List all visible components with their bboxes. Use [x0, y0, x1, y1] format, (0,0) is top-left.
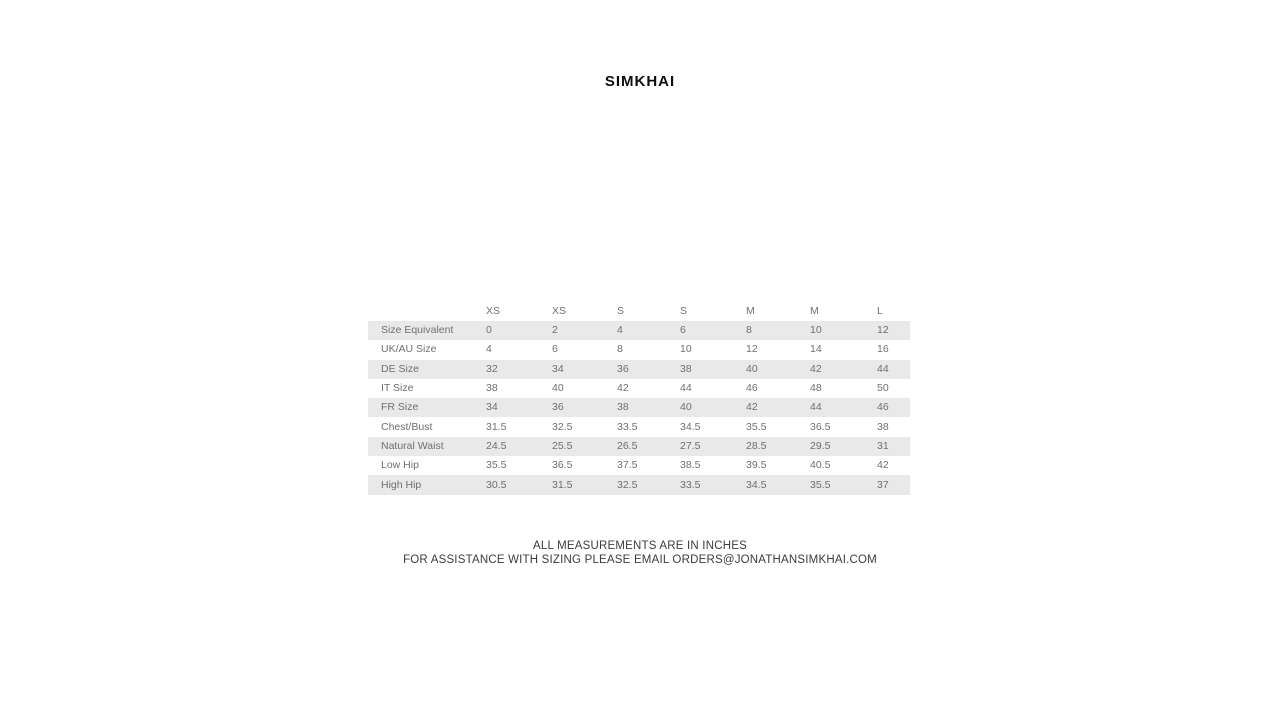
size-cell: 12: [877, 324, 889, 337]
size-cell: 0: [486, 324, 492, 337]
size-cell: 46: [877, 401, 889, 414]
size-cell: 36.5: [810, 420, 831, 433]
size-cell: 42: [877, 459, 889, 472]
brand-title: SIMKHAI: [604, 73, 676, 90]
size-cell: 40: [552, 382, 564, 395]
size-cell: 10: [680, 343, 692, 356]
column-header: XS: [486, 304, 501, 317]
size-cell: 46: [746, 382, 758, 395]
size-cell: 30.5: [486, 478, 507, 491]
size-cell: 26.5: [617, 439, 638, 452]
row-label: UK/AU Size: [381, 343, 437, 356]
size-cell: 32.5: [552, 420, 573, 433]
size-cell: 38: [877, 420, 889, 433]
size-cell: 33.5: [617, 420, 638, 433]
size-cell: 44: [680, 382, 692, 395]
row-label: Size Equivalent: [381, 324, 454, 337]
table-row: [368, 379, 910, 398]
size-cell: 33.5: [680, 478, 701, 491]
size-cell: 50: [877, 382, 889, 395]
row-label: Natural Waist: [381, 439, 444, 452]
size-cell: 31.5: [552, 478, 573, 491]
size-cell: 25.5: [552, 439, 573, 452]
size-cell: 44: [810, 401, 822, 414]
size-cell: 8: [617, 343, 623, 356]
size-cell: 16: [877, 343, 889, 356]
size-cell: 14: [810, 343, 822, 356]
size-cell: 4: [486, 343, 492, 356]
size-cell: 34.5: [746, 478, 767, 491]
size-cell: 12: [746, 343, 758, 356]
size-cell: 35.5: [746, 420, 767, 433]
table-row: [368, 456, 910, 475]
size-cell: 39.5: [746, 459, 767, 472]
size-cell: 27.5: [680, 439, 701, 452]
size-cell: 38.5: [680, 459, 701, 472]
column-header: L: [877, 304, 883, 317]
size-chart-table: [368, 301, 910, 495]
size-chart-body: [368, 321, 910, 495]
size-cell: 38: [486, 382, 498, 395]
table-row: [368, 475, 910, 494]
table-row: [368, 417, 910, 436]
size-cell: 36.5: [552, 459, 573, 472]
column-header: S: [617, 304, 625, 317]
size-cell: 35.5: [810, 478, 831, 491]
size-cell: 36: [617, 362, 629, 375]
footer-note: [0, 539, 1280, 567]
size-cell: 34.5: [680, 420, 701, 433]
size-cell: 2: [552, 324, 558, 337]
size-cell: 35.5: [486, 459, 507, 472]
column-header: M: [746, 304, 755, 317]
table-row: [368, 321, 910, 340]
size-cell: 6: [680, 324, 686, 337]
table-row: [368, 437, 910, 456]
size-cell: 8: [746, 324, 752, 337]
size-cell: 42: [810, 362, 822, 375]
column-header: M: [810, 304, 819, 317]
size-cell: 36: [552, 401, 564, 414]
size-cell: 37.5: [617, 459, 638, 472]
column-header: S: [680, 304, 688, 317]
size-cell: 40.5: [810, 459, 831, 472]
size-cell: 24.5: [486, 439, 507, 452]
column-header: XS: [552, 304, 567, 317]
size-cell: 31.5: [486, 420, 507, 433]
size-cell: 31: [877, 439, 889, 452]
size-cell: 32.5: [617, 478, 638, 491]
size-cell: 38: [617, 401, 629, 414]
size-cell: 28.5: [746, 439, 767, 452]
size-cell: 10: [810, 324, 822, 337]
size-cell: 6: [552, 343, 558, 356]
table-row: [368, 398, 910, 417]
size-cell: 4: [617, 324, 623, 337]
row-label: Low Hip: [381, 459, 419, 472]
size-cell: 48: [810, 382, 822, 395]
size-cell: 40: [680, 401, 692, 414]
row-label: FR Size: [381, 401, 419, 414]
row-label: High Hip: [381, 478, 422, 491]
row-label: Chest/Bust: [381, 420, 433, 433]
row-label: DE Size: [381, 362, 419, 375]
size-cell: 42: [746, 401, 758, 414]
size-cell: 38: [680, 362, 692, 375]
size-cell: 37: [877, 478, 889, 491]
size-cell: 29.5: [810, 439, 831, 452]
table-row: [368, 340, 910, 359]
size-cell: 32: [486, 362, 498, 375]
size-cell: 40: [746, 362, 758, 375]
size-cell: 34: [552, 362, 564, 375]
footer-line-assistance: FOR ASSISTANCE WITH SIZING PLEASE EMAIL ORDERS@JONATHANSIMKHAI.COM: [403, 554, 877, 566]
size-cell: 34: [486, 401, 498, 414]
size-cell: 44: [877, 362, 889, 375]
footer-line-measurements: ALL MEASUREMENTS ARE IN INCHES: [533, 540, 747, 552]
size-chart-header-row: [368, 301, 910, 321]
row-label: IT Size: [381, 382, 414, 395]
table-row: [368, 360, 910, 379]
size-cell: 42: [617, 382, 629, 395]
